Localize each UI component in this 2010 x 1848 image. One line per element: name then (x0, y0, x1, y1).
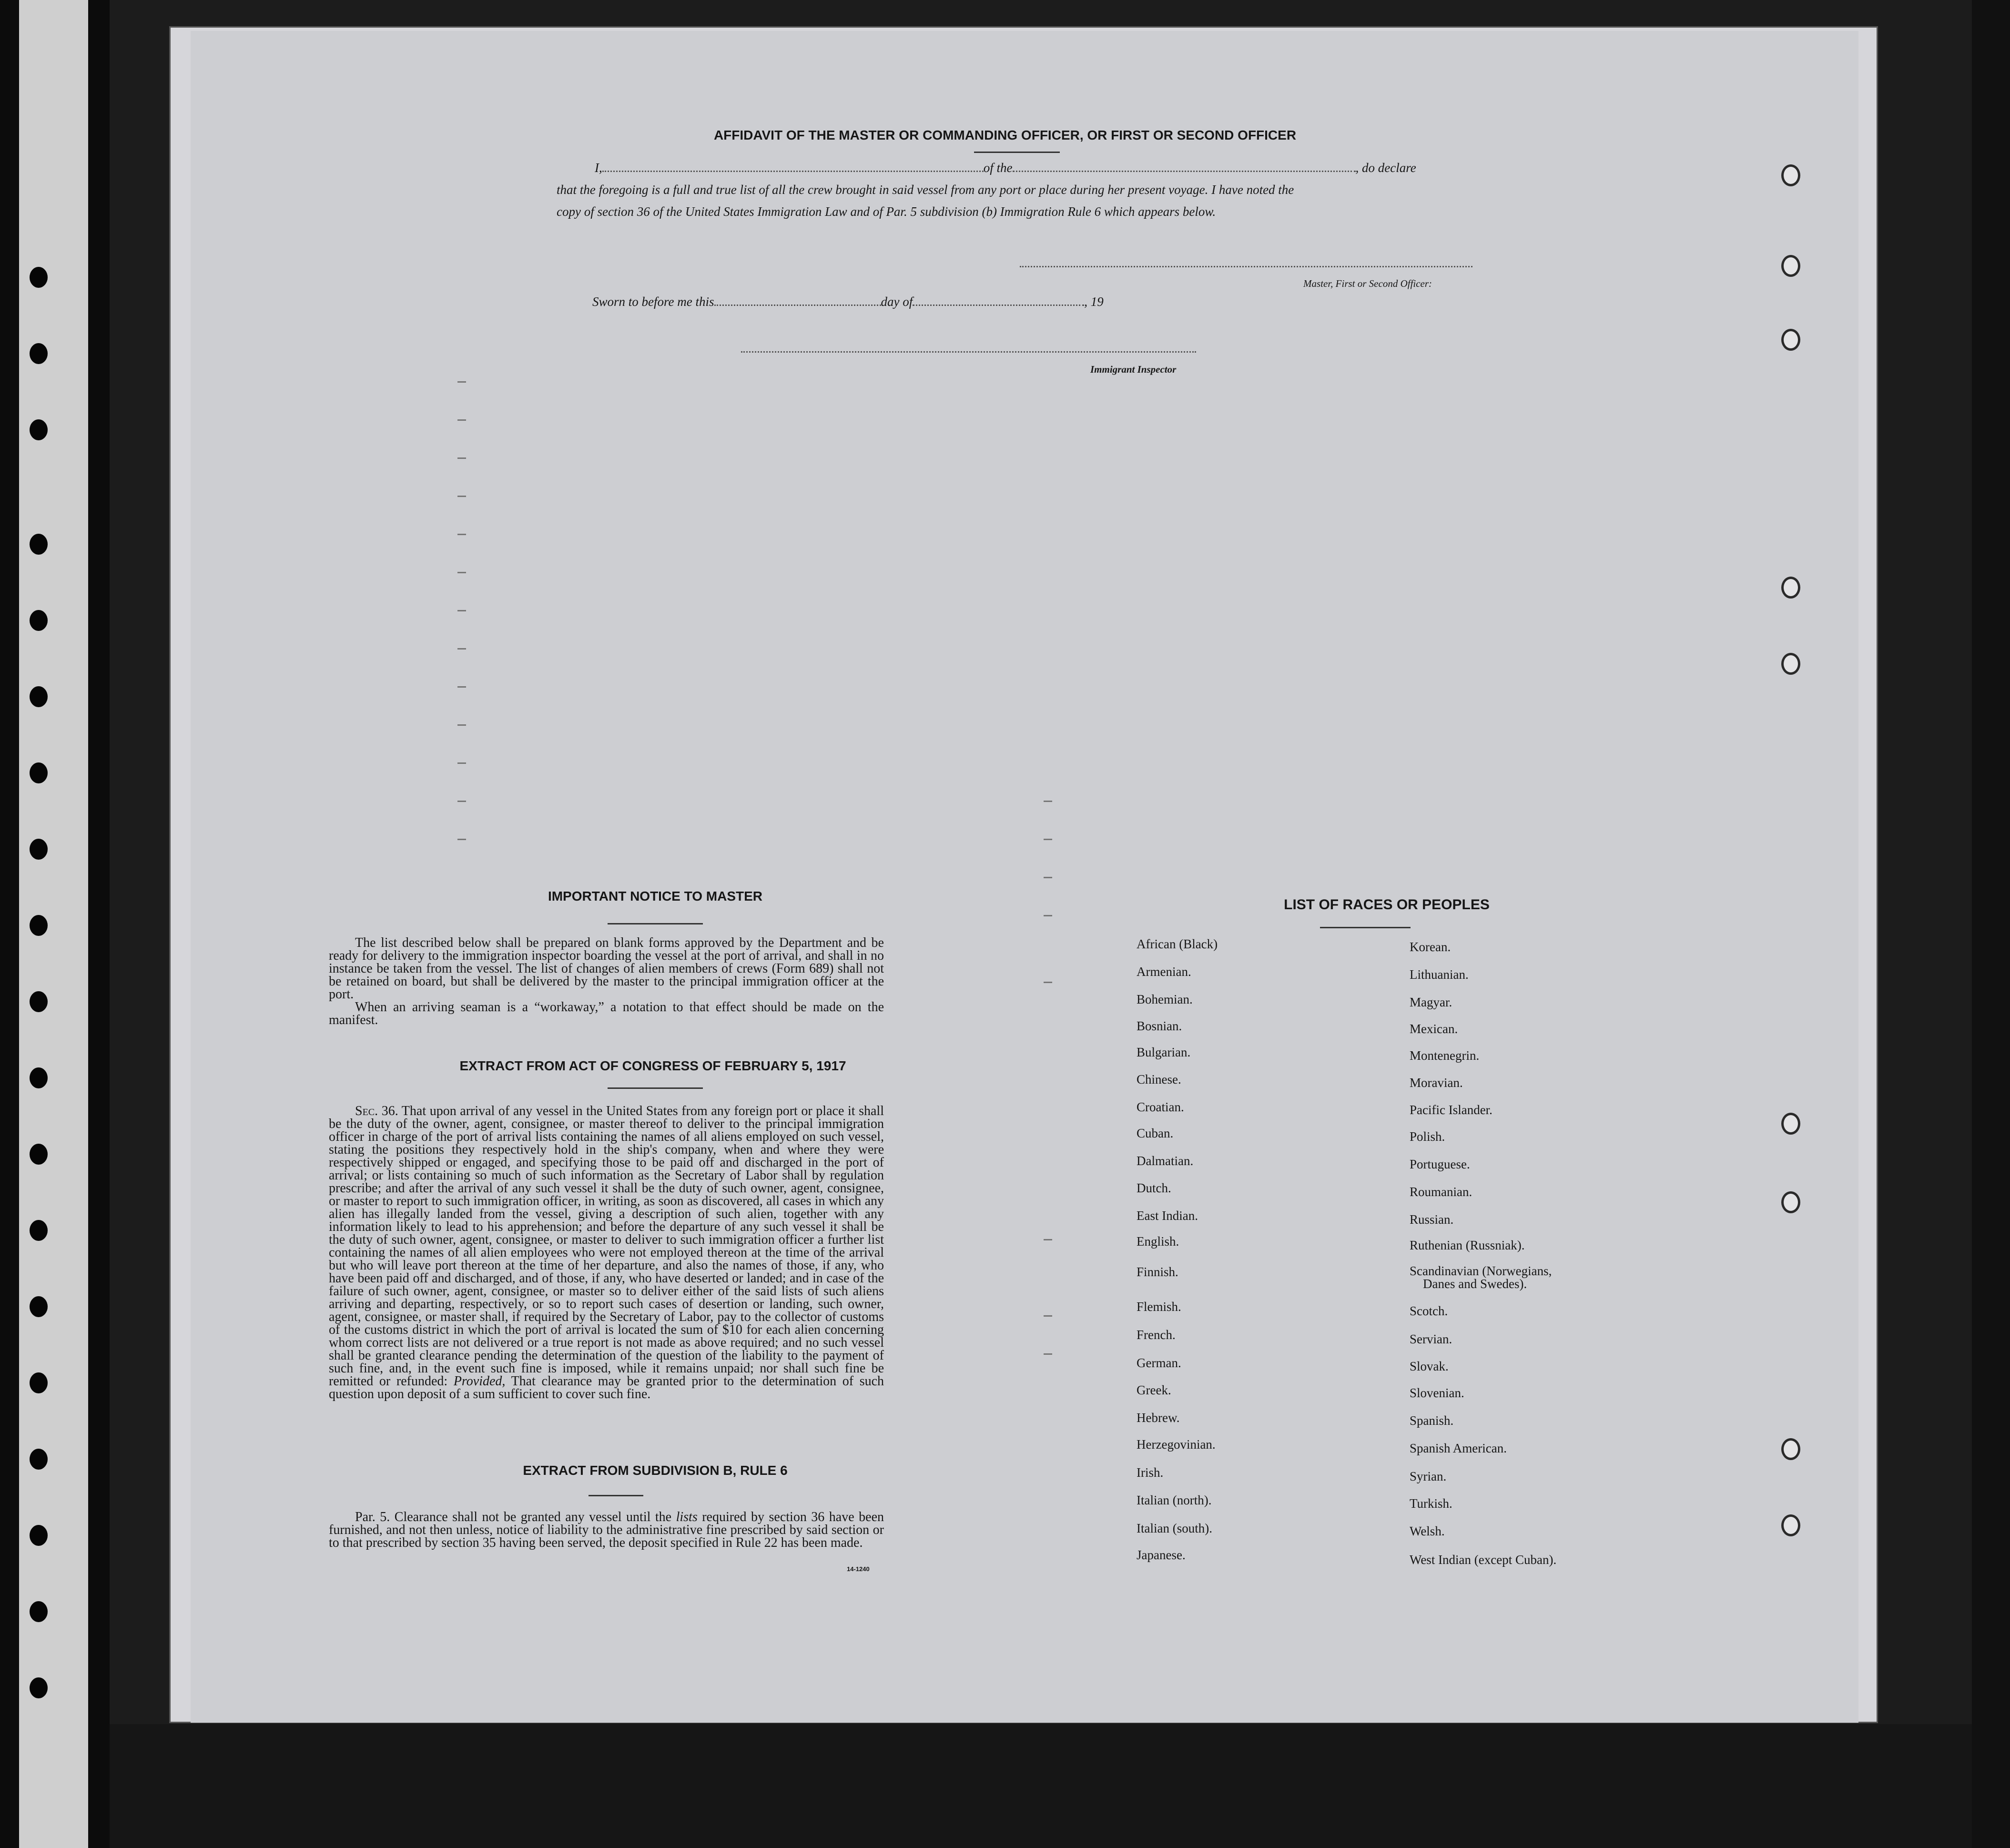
ring-hole (1781, 329, 1800, 351)
faint-mark (457, 648, 466, 650)
faint-mark (1044, 1315, 1052, 1317)
ring-hole (1781, 1438, 1800, 1460)
section-label: Sec. 36. (355, 1104, 398, 1118)
binder-hole (30, 267, 48, 288)
race-left-item: Japanese. (1137, 1548, 1186, 1562)
race-right-item: Korean. (1410, 940, 1451, 954)
affidavit-line-2: that the foregoing is a full and true list of all the crew brought in said vessel from any port or place during her present voyage. I have noted the (557, 183, 1294, 197)
section-text-main: That upon arrival of any vessel in the United States from any foreign port or place it shall be the duty of the owner, agent, consignee, or master thereof to deliver to the principal immigration officer in charge of the port of arrival lists containing the names of all aliens employed on such vessel, stating the positions they respectively hold in the ship's company, when and where they were respectively shipped or engaged, and specifying those to be paid off and discharged in the port of arrival; or lists containing so much of such information as the Secretary of Labor shall by regulation prescribe; and after the arrival of any such vessel it shall be the duty of such owner, agent, consignee, or master to report to such immigration officer, in writing, as soon as discovered, all cases in which any alien has illegally landed from the vessel, giving a description of such alien, together with any information likely to lead to his apprehension; and before the departure of any such vessel it shall be the duty of such owner, agent, consignee, or master to deliver to such immigration officer a further list containing the names of all alien employees who were not employed thereon at the time of the arrival but who will leave port thereon at the time of her departure, and also the names of those, if any, who have been paid off and discharged, and of those, if any, who have deserted or landed; and in case of the failure of such owner, agent, consignee, or master so to deliver either of the said lists of such aliens arriving and departing, respectively, or so to report such cases of desertion or landing, such owner, agent, consignee, or master shall, if required by the Secretary of Labor, pay to the collector of customs of the customs district in which the port of arrival is located the sum of $10 for each alien concerning whom correct lists are not delivered or a true report is not made as above required; and no such vessel shall be granted clearance pending the determination of the question of the liability to the payment of such fine, and, in the event such fine is imposed, while it remains unpaid; nor shall such fine be remitted or refunded: (329, 1104, 884, 1389)
notice-body (329, 936, 884, 1026)
races-title: LIST OF RACES OR PEOPLES (1284, 897, 1490, 913)
race-left-item: Cuban. (1137, 1126, 1174, 1140)
form-number: 14-1240 (847, 1565, 870, 1573)
binder-hole (30, 1067, 48, 1088)
ring-hole (1781, 653, 1800, 675)
faint-mark (457, 572, 466, 573)
sworn-month-blank[interactable] (913, 295, 1084, 306)
notice-title-rule (608, 923, 703, 924)
binder-hole (30, 1677, 48, 1698)
master-signature-line[interactable] (1020, 266, 1472, 267)
rule-extract-title: EXTRACT FROM SUBDIVISION B, RULE 6 (523, 1463, 788, 1478)
ring-hole (1781, 1113, 1800, 1135)
faint-mark (457, 496, 466, 497)
race-right-item: Spanish American. (1410, 1441, 1507, 1455)
paragraph-5 (329, 1511, 884, 1549)
lists-word: lists (676, 1510, 698, 1524)
faint-mark (457, 801, 466, 802)
race-left-item: Armenian. (1137, 965, 1191, 979)
race-left-item: German. (1137, 1356, 1181, 1370)
race-right-item: Polish. (1410, 1129, 1445, 1144)
binder-hole (30, 1144, 48, 1165)
race-right-item: Moravian. (1410, 1076, 1463, 1090)
ring-hole (1781, 255, 1800, 277)
faint-mark (1044, 1353, 1052, 1355)
ring-hole (1781, 1191, 1800, 1213)
faint-mark (1044, 801, 1052, 802)
faint-mark (1044, 915, 1052, 916)
vessel-blank[interactable] (1013, 161, 1356, 172)
race-right-item: Servian. (1410, 1332, 1452, 1346)
act-extract-title: EXTRACT FROM ACT OF CONGRESS OF FEBRUARY 5, 1917 (459, 1058, 846, 1073)
bottom-band (110, 1724, 2010, 1848)
notice-title: IMPORTANT NOTICE TO MASTER (548, 889, 763, 904)
binder-hole (30, 686, 48, 707)
binder-hole (30, 762, 48, 783)
race-left-item: English. (1137, 1234, 1179, 1249)
race-left-item: East Indian. (1137, 1208, 1198, 1223)
ring-hole (1781, 577, 1800, 599)
par5-text-start: Par. 5. Clearance shall not be granted any vessel until the (355, 1510, 672, 1524)
sworn-prefix: Sworn to before me this (592, 294, 714, 309)
race-left-item: Chinese. (1137, 1072, 1181, 1086)
affidavit-line-3: copy of section 36 of the United States Immigration Law and of Par. 5 subdivision (b) Immigration Rule 6 which appears below. (557, 204, 1216, 219)
notice-paragraph-1: The list described below shall be prepared on blank forms approved by the Department and be ready for delivery to the immigration inspector boarding the vessel at the port of arrival, and shall in no instance be taken from the vessel. The list of changes of alien members of crews (Form 689) shall not be retained on board, but shall be delivered by the master to the principal immigration officer at the port. (329, 935, 884, 1002)
race-left-item: Herzegovinian. (1137, 1437, 1216, 1452)
sworn-line (592, 294, 1104, 309)
binder-hole (30, 1525, 48, 1546)
sworn-day-label: day of (881, 294, 913, 309)
race-right-item: West Indian (except Cuban). (1410, 1553, 1557, 1567)
ring-hole (1781, 1514, 1800, 1536)
binder-hole (30, 1449, 48, 1470)
binder-hole (30, 419, 48, 440)
sworn-year-label: , 19 (1084, 294, 1104, 309)
binder-hole (30, 534, 48, 555)
inspector-signature-line[interactable] (741, 351, 1196, 353)
sworn-day-blank[interactable] (714, 295, 881, 306)
race-right-item: Spanish. (1410, 1413, 1454, 1428)
binder-hole (30, 1220, 48, 1241)
race-left-item: African (Black) (1137, 937, 1218, 951)
race-right-item: Slovak. (1410, 1359, 1449, 1373)
affidavit-line-1 (595, 161, 1416, 175)
right-band (1972, 0, 2010, 1848)
race-left-item: Dutch. (1137, 1181, 1171, 1195)
race-right-item: Scotch. (1410, 1304, 1448, 1318)
rule-extract-rule (589, 1495, 643, 1496)
faint-mark (457, 839, 466, 840)
binder-hole (30, 839, 48, 860)
race-right-item: Roumanian. (1410, 1185, 1472, 1199)
section-36-paragraph (329, 1105, 884, 1401)
race-right-item: Turkish. (1410, 1496, 1452, 1511)
binder-hole (30, 991, 48, 1012)
faint-mark (457, 724, 466, 726)
faint-mark (1044, 877, 1052, 878)
master-signature-label: Master, First or Second Officer: (1303, 278, 1432, 289)
race-left-item: Bohemian. (1137, 992, 1193, 1006)
race-right-item: Russian. (1410, 1212, 1454, 1227)
race-left-item: Dalmatian. (1137, 1154, 1194, 1168)
affidavit-i-label: I, (595, 161, 602, 175)
race-left-item: Bulgarian. (1137, 1045, 1191, 1059)
par5-text-end: required by section 36 have been furnished, and not then unless, notice of liability to the administrative fine prescribed by said section or to that prescribed by section 35 having been served, the deposit specified in Rule 22 has been made. (329, 1510, 884, 1550)
race-left-item: Flemish. (1137, 1300, 1181, 1314)
section-text-end: That clearance may be granted prior to the determination of such question upon deposit of a sum sufficient to cover such fine. (329, 1374, 884, 1401)
races-title-rule (1320, 927, 1411, 928)
faint-mark (457, 686, 466, 688)
race-right-item: Slovenian. (1410, 1386, 1464, 1400)
faint-mark (457, 610, 466, 611)
race-right-item: Lithuanian. (1410, 967, 1469, 982)
faint-mark (1044, 1239, 1052, 1240)
race-right-item: Pacific Islander. (1410, 1103, 1492, 1117)
race-right-item: Ruthenian (Russniak). (1410, 1238, 1525, 1252)
faint-mark (457, 381, 466, 383)
race-left-item: Italian (south). (1137, 1521, 1212, 1535)
binder-hole (30, 343, 48, 364)
binder-hole (30, 1296, 48, 1317)
name-blank[interactable] (602, 161, 984, 172)
race-left-item: Greek. (1137, 1383, 1171, 1397)
faint-mark (457, 419, 466, 421)
binder-hole (30, 1601, 48, 1622)
race-right-item: Scandinavian (Norwegians, (1410, 1264, 1552, 1278)
faint-mark (457, 457, 466, 459)
binder-hole (30, 915, 48, 936)
affidavit-title: AFFIDAVIT OF THE MASTER OR COMMANDING OFFICER, OR FIRST OR SECOND OFFICER (713, 128, 1297, 142)
ring-hole (1781, 164, 1800, 186)
faint-mark (1044, 839, 1052, 840)
affidavit-declare-label: , do declare (1355, 161, 1416, 175)
race-left-item: Italian (north). (1137, 1493, 1212, 1507)
race-right-item: Syrian. (1410, 1469, 1447, 1483)
binder-hole (30, 1372, 48, 1393)
affidavit-of-label: of the (983, 161, 1013, 175)
binder-hole (30, 610, 48, 631)
race-right-item: Magyar. (1410, 995, 1452, 1009)
race-right-item: Montenegrin. (1410, 1048, 1480, 1063)
inspector-label: Immigrant Inspector (1090, 364, 1177, 375)
race-left-item: French. (1137, 1328, 1176, 1342)
race-left-item: Hebrew. (1137, 1411, 1180, 1425)
faint-mark (457, 762, 466, 764)
act-extract-body (329, 1105, 884, 1401)
race-right-item: Mexican. (1410, 1022, 1458, 1036)
race-right-item: Portuguese. (1410, 1157, 1470, 1171)
act-extract-rule (608, 1087, 703, 1089)
race-left-item: Irish. (1137, 1465, 1164, 1480)
race-right-item: Danes and Swedes). (1423, 1277, 1527, 1291)
race-left-item: Bosnian. (1137, 1019, 1182, 1033)
race-right-item: Welsh. (1410, 1524, 1445, 1538)
rule-extract-body (329, 1511, 884, 1549)
provided-word: Provided, (453, 1374, 506, 1389)
faint-mark (457, 534, 466, 535)
faint-mark (1044, 982, 1052, 983)
race-left-item: Croatian. (1137, 1100, 1184, 1114)
notice-paragraph-2: When an arriving seaman is a “workaway,” a notation to that effect should be made on the manifest. (329, 1000, 884, 1027)
race-left-item: Finnish. (1137, 1265, 1178, 1279)
affidavit-title-rule (974, 152, 1060, 153)
